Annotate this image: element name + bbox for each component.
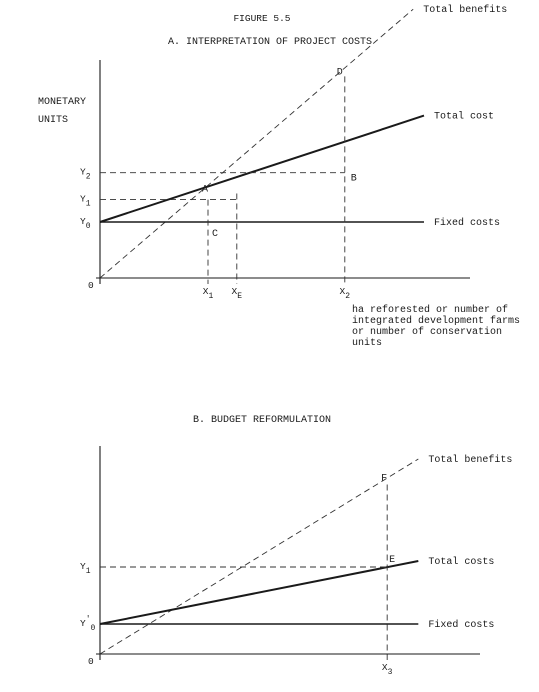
panel-a-series-line	[100, 116, 424, 222]
panel-b-series-label: Total benefits	[428, 455, 513, 466]
panel-a-y-tick-label: $Y_1$	[80, 193, 91, 209]
panel-a-point-label-a: A	[202, 184, 209, 196]
panel-a-y-tick-label: $Y_0$	[80, 216, 91, 231]
panel-a-y-tick-label: $Y_2$	[80, 166, 91, 182]
panel-a-series-label: Total benefits	[423, 5, 508, 17]
panel-a-x-label-line: or number of conservation	[352, 327, 503, 338]
panel-a-point-label-d: D	[336, 67, 343, 79]
panel-b-point-label-e: E	[389, 555, 396, 566]
panel-a-series-line	[100, 9, 413, 278]
panel-b-origin-label: 0	[88, 656, 94, 667]
panel-a-x-label-line: units	[352, 338, 383, 349]
figure-label: FIGURE 5.5	[233, 13, 291, 24]
panel-a-chart	[38, 4, 520, 349]
panel-a-y-label-line: MONETARY	[38, 97, 87, 108]
panel-a-x-tick-label: $X_E$	[231, 286, 243, 301]
panel-b-y-tick-label: $Y_1$	[80, 561, 91, 576]
panel-a-series-label: Fixed costs	[434, 218, 501, 229]
panel-a-x-label-line: ha reforested or number of	[352, 305, 509, 316]
panel-a-series-label: Total cost	[434, 111, 495, 123]
panel-b-series-label: Total costs	[428, 557, 495, 568]
panel-b-chart	[80, 415, 512, 677]
panel-a-x-label-line: integrated development farms	[352, 316, 521, 327]
panel-a-y-label-line: UNITS	[38, 115, 69, 126]
panel-b-x-tick-label: $X_3$	[381, 662, 393, 677]
panel-b-y-tick-label: $Y'_0$	[80, 615, 96, 633]
panel-b-point-label-f: F	[381, 473, 388, 485]
panel-b-title: B. BUDGET REFORMULATION	[192, 415, 332, 426]
panel-a-title: A. INTERPRETATION OF PROJECT COSTS	[167, 37, 373, 48]
panel-b-series-line	[100, 561, 418, 624]
panel-a-x-tick-label: $X_2$	[339, 286, 351, 301]
panel-a-point-label-c: C	[212, 229, 219, 240]
panel-a-origin-label: 0	[88, 280, 94, 291]
panel-b-series-label: Fixed costs	[428, 620, 495, 631]
panel-a-x-tick-label: $X_1$	[202, 286, 214, 301]
panel-a-point-label-b: B	[350, 173, 357, 185]
